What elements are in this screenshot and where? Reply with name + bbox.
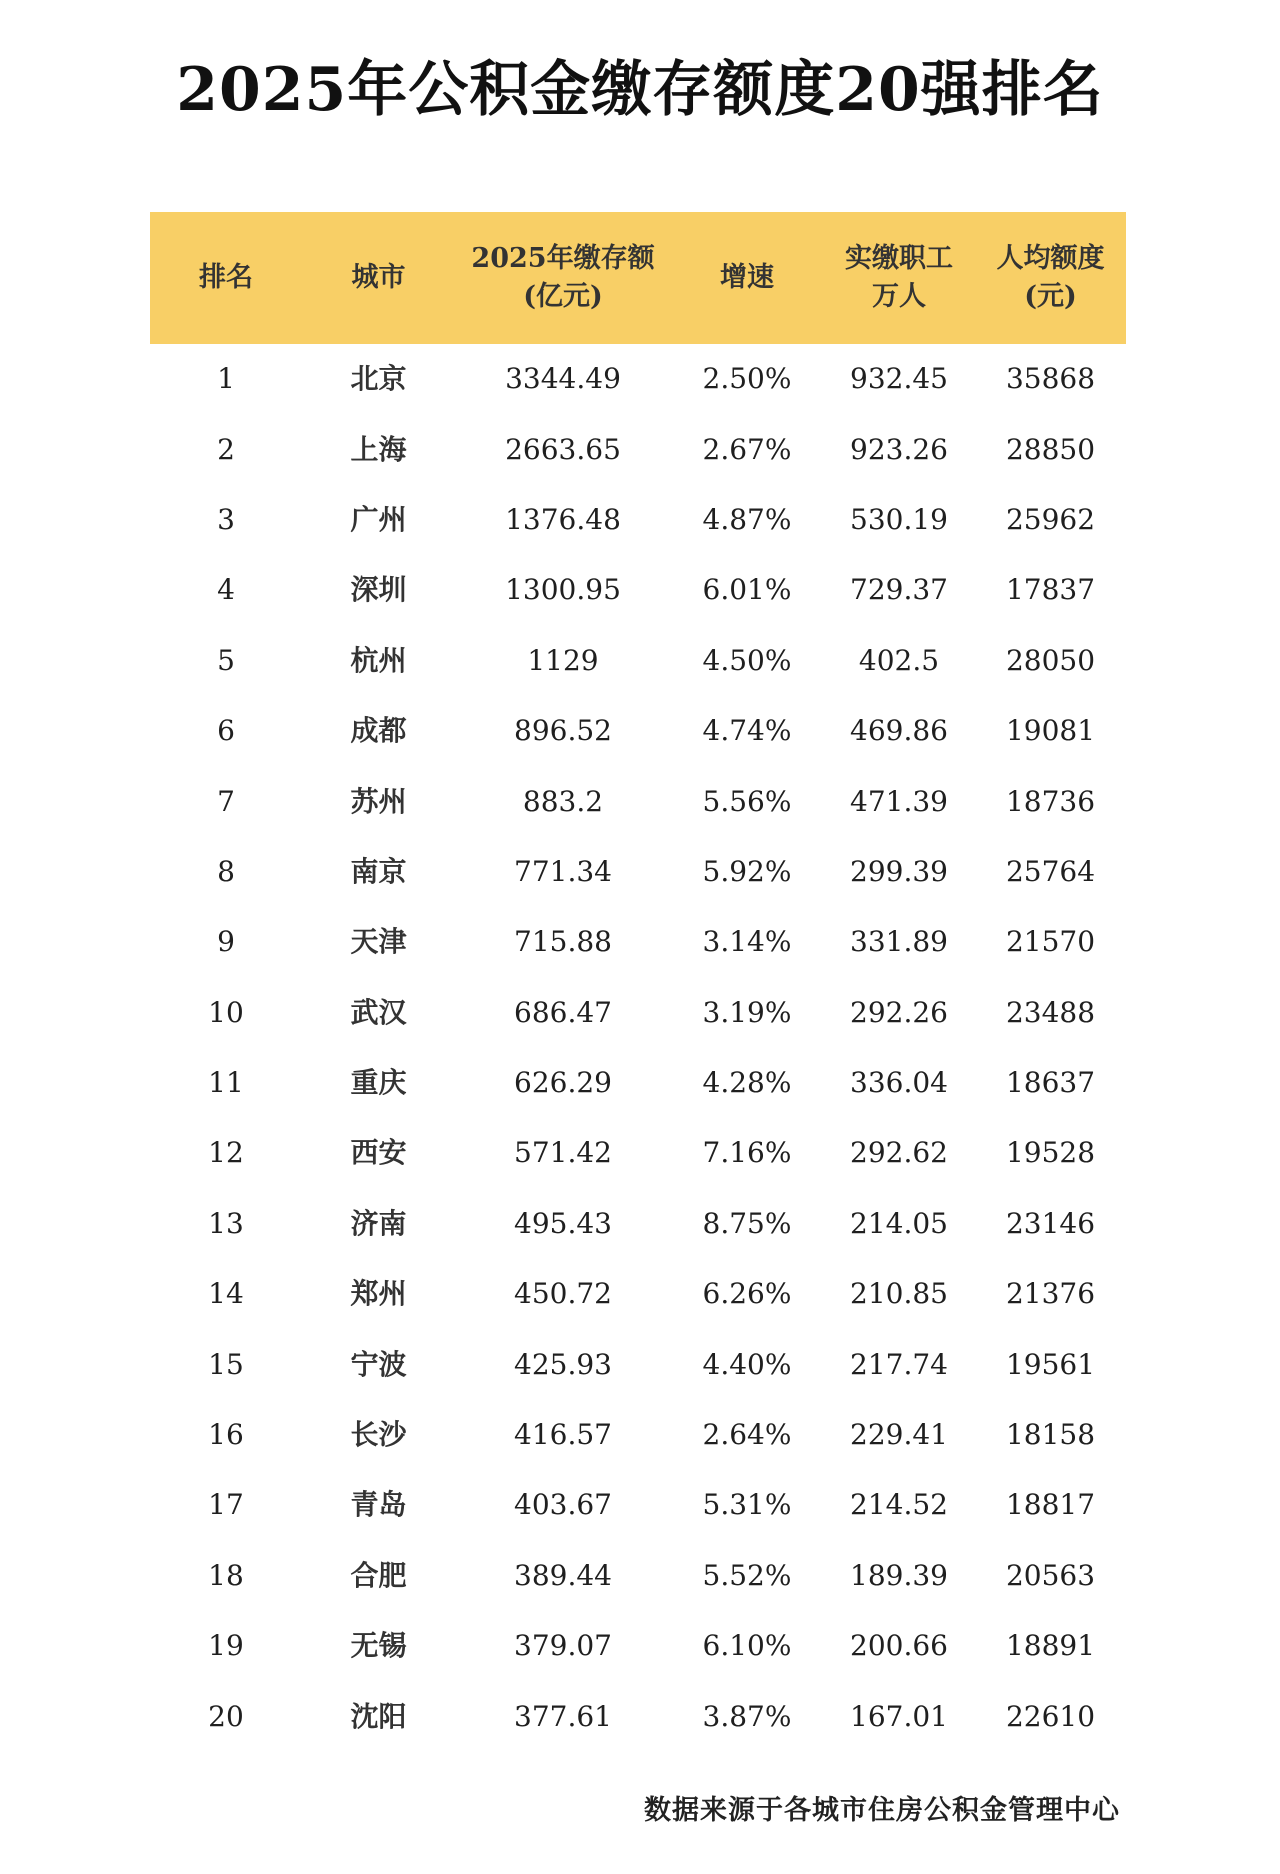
cell-city: 天津 <box>350 925 407 959</box>
header-deposit-line: 2025年缴存额 <box>471 243 655 274</box>
header-deposit <box>455 240 671 316</box>
table-row <box>150 414 1126 484</box>
cell-growth: 2.67% <box>702 432 792 466</box>
cell-per-capita: 19561 <box>1005 1347 1096 1381</box>
table-row <box>150 555 1126 625</box>
cell-per-capita: 35868 <box>1005 362 1096 396</box>
cell-per-capita: 19528 <box>1005 1136 1096 1170</box>
header-rank-line: 排名 <box>199 262 253 293</box>
cell-workers: 331.89 <box>850 925 948 959</box>
table-row <box>150 1048 1126 1118</box>
cell-workers: 214.52 <box>850 1488 948 1522</box>
cell-city: 长沙 <box>350 1418 407 1452</box>
table-row <box>150 837 1126 907</box>
cell-rank: 18 <box>208 1558 244 1592</box>
cell-deposit: 896.52 <box>514 714 612 748</box>
cell-rank: 4 <box>217 573 235 607</box>
cell-growth: 5.31% <box>702 1488 792 1522</box>
table-row <box>150 1611 1126 1681</box>
cell-per-capita: 18158 <box>1005 1418 1096 1452</box>
cell-growth: 4.50% <box>702 643 792 677</box>
cell-deposit: 2663.65 <box>505 432 621 466</box>
cell-growth: 6.26% <box>702 1277 792 1311</box>
cell-deposit: 416.57 <box>514 1418 612 1452</box>
cell-city: 济南 <box>350 1206 407 1240</box>
table-row <box>150 626 1126 696</box>
cell-rank: 2 <box>217 432 235 466</box>
cell-growth: 6.10% <box>702 1629 792 1663</box>
cell-per-capita: 19081 <box>1005 714 1096 748</box>
cell-growth: 2.64% <box>702 1418 792 1452</box>
header-per-capita-line: 人均额度 <box>996 243 1105 274</box>
cell-workers: 336.04 <box>850 1066 948 1100</box>
cell-workers: 299.39 <box>850 854 948 888</box>
cell-growth: 4.28% <box>702 1066 792 1100</box>
cell-workers: 167.01 <box>850 1699 948 1733</box>
header-city <box>302 259 455 297</box>
cell-growth: 4.74% <box>702 714 792 748</box>
cell-rank: 14 <box>208 1277 244 1311</box>
cell-city: 郑州 <box>350 1277 407 1311</box>
table-row <box>150 766 1126 836</box>
cell-workers: 932.45 <box>850 362 948 396</box>
cell-growth: 5.52% <box>702 1558 792 1592</box>
cell-deposit: 3344.49 <box>505 362 621 396</box>
cell-deposit: 425.93 <box>514 1347 612 1381</box>
cell-workers: 210.85 <box>850 1277 948 1311</box>
cell-city: 西安 <box>350 1136 407 1170</box>
cell-city: 北京 <box>350 362 407 396</box>
cell-per-capita: 18817 <box>1005 1488 1096 1522</box>
cell-deposit: 1129 <box>527 643 599 677</box>
table-header <box>150 212 1126 344</box>
cell-deposit: 626.29 <box>514 1066 612 1100</box>
cell-growth: 6.01% <box>702 573 792 607</box>
cell-growth: 3.87% <box>702 1699 792 1733</box>
cell-rank: 15 <box>208 1347 244 1381</box>
cell-city: 武汉 <box>350 995 407 1029</box>
cell-rank: 6 <box>217 714 235 748</box>
cell-deposit: 1300.95 <box>505 573 621 607</box>
table-row <box>150 978 1126 1048</box>
cell-workers: 189.39 <box>850 1558 948 1592</box>
table-row <box>150 1329 1126 1399</box>
cell-growth: 7.16% <box>702 1136 792 1170</box>
cell-growth: 3.19% <box>702 995 792 1029</box>
table-row <box>150 1470 1126 1540</box>
cell-growth: 4.40% <box>702 1347 792 1381</box>
header-workers-line: 万人 <box>872 281 926 312</box>
cell-per-capita: 28050 <box>1005 643 1096 677</box>
source-note: 数据来源于各城市住房公积金管理中心 <box>644 1795 1120 1826</box>
cell-deposit: 771.34 <box>514 854 612 888</box>
cell-per-capita: 18736 <box>1005 784 1096 818</box>
cell-rank: 9 <box>217 925 235 959</box>
header-per-capita-line: (元) <box>1024 281 1077 312</box>
header-rank <box>150 259 302 297</box>
cell-rank: 7 <box>217 784 235 818</box>
cell-city: 上海 <box>350 432 407 466</box>
cell-rank: 12 <box>208 1136 244 1170</box>
cell-per-capita: 23146 <box>1005 1206 1096 1240</box>
cell-workers: 292.26 <box>850 995 948 1029</box>
cell-city: 深圳 <box>350 573 407 607</box>
cell-deposit: 403.67 <box>514 1488 612 1522</box>
table-row <box>150 1541 1126 1611</box>
cell-workers: 214.05 <box>850 1206 948 1240</box>
cell-deposit: 1376.48 <box>505 502 621 536</box>
cell-deposit: 883.2 <box>522 784 604 818</box>
cell-rank: 11 <box>208 1066 244 1100</box>
cell-workers: 729.37 <box>850 573 948 607</box>
cell-growth: 3.14% <box>702 925 792 959</box>
cell-city: 重庆 <box>350 1066 407 1100</box>
table-row <box>150 1400 1126 1470</box>
cell-rank: 5 <box>217 643 235 677</box>
table-row <box>150 344 1126 414</box>
ranking-table <box>150 212 1126 1752</box>
cell-workers: 923.26 <box>850 432 948 466</box>
table-row <box>150 485 1126 555</box>
cell-city: 青岛 <box>350 1488 407 1522</box>
table-row <box>150 696 1126 766</box>
cell-city: 宁波 <box>350 1347 407 1381</box>
header-workers <box>823 240 975 316</box>
cell-workers: 469.86 <box>850 714 948 748</box>
cell-city: 南京 <box>350 854 407 888</box>
cell-growth: 8.75% <box>702 1206 792 1240</box>
cell-rank: 10 <box>208 995 244 1029</box>
cell-per-capita: 22610 <box>1005 1699 1096 1733</box>
cell-rank: 3 <box>217 502 235 536</box>
cell-city: 杭州 <box>350 643 407 677</box>
cell-per-capita: 21570 <box>1005 925 1096 959</box>
cell-deposit: 495.43 <box>514 1206 612 1240</box>
table-row <box>150 1189 1126 1259</box>
cell-city: 无锡 <box>350 1629 407 1663</box>
cell-workers: 229.41 <box>850 1418 948 1452</box>
cell-rank: 19 <box>208 1629 244 1663</box>
table-body <box>150 344 1126 1752</box>
table-row <box>150 907 1126 977</box>
cell-per-capita: 17837 <box>1005 573 1096 607</box>
cell-growth: 2.50% <box>702 362 792 396</box>
cell-rank: 16 <box>208 1418 244 1452</box>
header-workers-line: 实缴职工 <box>845 243 953 274</box>
cell-per-capita: 25764 <box>1005 854 1096 888</box>
cell-workers: 402.5 <box>858 643 940 677</box>
header-per-capita <box>975 240 1126 316</box>
header-growth <box>671 259 823 297</box>
cell-deposit: 715.88 <box>514 925 612 959</box>
cell-city: 广州 <box>350 502 407 536</box>
cell-city: 合肥 <box>350 1558 407 1592</box>
cell-workers: 292.62 <box>850 1136 948 1170</box>
cell-city: 沈阳 <box>350 1699 407 1733</box>
cell-per-capita: 23488 <box>1005 995 1096 1029</box>
cell-per-capita: 25962 <box>1005 502 1096 536</box>
cell-workers: 217.74 <box>850 1347 948 1381</box>
header-deposit-line: (亿元) <box>523 281 603 312</box>
cell-growth: 4.87% <box>702 502 792 536</box>
cell-rank: 17 <box>208 1488 244 1522</box>
cell-workers: 200.66 <box>850 1629 948 1663</box>
cell-deposit: 571.42 <box>514 1136 612 1170</box>
cell-workers: 471.39 <box>850 784 948 818</box>
cell-deposit: 377.61 <box>514 1699 612 1733</box>
table-row <box>150 1681 1126 1751</box>
cell-deposit: 686.47 <box>514 995 612 1029</box>
cell-city: 成都 <box>350 714 407 748</box>
cell-city: 苏州 <box>350 784 407 818</box>
cell-growth: 5.92% <box>702 854 792 888</box>
cell-rank: 8 <box>217 854 235 888</box>
cell-deposit: 389.44 <box>514 1558 612 1592</box>
cell-workers: 530.19 <box>850 502 948 536</box>
cell-per-capita: 18891 <box>1005 1629 1096 1663</box>
cell-rank: 13 <box>208 1206 244 1240</box>
page-title: 2025年公积金缴存额度20强排名 <box>176 55 1104 125</box>
cell-per-capita: 20563 <box>1005 1558 1096 1592</box>
table-row <box>150 1118 1126 1188</box>
header-growth-line: 增速 <box>720 262 774 293</box>
cell-rank: 1 <box>217 362 235 396</box>
cell-rank: 20 <box>208 1699 244 1733</box>
table-row <box>150 1259 1126 1329</box>
cell-per-capita: 21376 <box>1005 1277 1096 1311</box>
cell-deposit: 379.07 <box>514 1629 612 1663</box>
cell-deposit: 450.72 <box>514 1277 612 1311</box>
cell-per-capita: 28850 <box>1005 432 1096 466</box>
cell-per-capita: 18637 <box>1005 1066 1096 1100</box>
cell-growth: 5.56% <box>702 784 792 818</box>
header-city-line: 城市 <box>351 262 406 293</box>
